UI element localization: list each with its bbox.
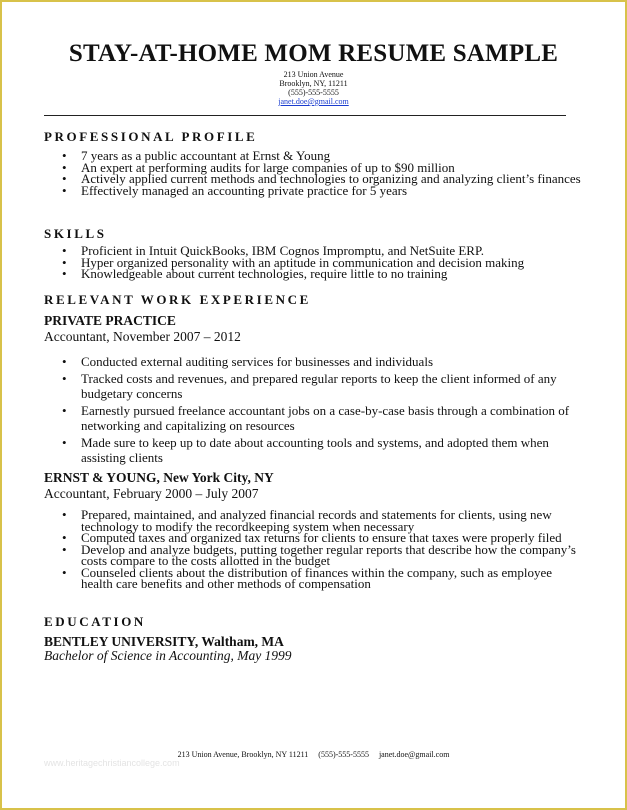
education-heading: EDUCATION	[44, 614, 146, 629]
list-item: • Made sure to keep up to date about accounting tools and systems, and adopted them when assisting clients	[62, 435, 582, 465]
address-line-2: Brooklyn, NY, 11211	[279, 79, 348, 88]
header-divider	[44, 115, 566, 116]
experience-heading: RELEVANT WORK EXPERIENCE	[44, 292, 311, 307]
profile-list	[62, 150, 582, 196]
job-employer: PRIVATE PRACTICE	[44, 313, 176, 328]
footer-email: janet.doe@gmail.com	[378, 750, 450, 759]
skills-heading: SKILLS	[44, 226, 107, 241]
address-line-1: 213 Union Avenue	[283, 70, 344, 79]
school-name: BENTLEY UNIVERSITY, Waltham, MA	[44, 634, 284, 649]
job-employer: ERNST & YOUNG, New York City, NY	[44, 470, 274, 485]
email-link[interactable]: janet.doe@gmail.com	[278, 97, 349, 106]
skills-list	[62, 245, 582, 280]
list-item: • An expert at performing audits for large companies of up to $90 million	[62, 162, 582, 174]
job-duties-list	[62, 509, 582, 590]
resume-title: STAY-AT-HOME MOM RESUME SAMPLE	[68, 40, 559, 67]
list-item: • Conducted external auditing services for businesses and individuals	[62, 354, 582, 369]
job-role: Accountant, November 2007 – 2012	[44, 329, 241, 344]
footer-phone: (555)-555-5555	[318, 750, 369, 759]
list-item: • Proficient in Intuit QuickBooks, IBM Cognos Impromptu, and NetSuite ERP.	[62, 245, 582, 257]
watermark: www.heritagechristiancollege.com	[44, 758, 180, 768]
degree: Bachelor of Science in Accounting, May 1999	[44, 648, 292, 663]
list-item: • Develop and analyze budgets, putting together regular reports that describe how the company’s costs compare to the costs allotted in the budget	[62, 544, 582, 567]
list-item: • 7 years as a public accountant at Ernst & Young	[62, 150, 582, 162]
list-item: • Prepared, maintained, and analyzed financial records and statements for clients, using new technology to modify the recordkeeping system when necessary	[62, 509, 582, 532]
job-duties-list	[62, 354, 582, 467]
list-item: • Actively applied current methods and technologies to organizing and analyzing client’s finances	[62, 173, 582, 185]
profile-heading: PROFESSIONAL PROFILE	[44, 129, 258, 144]
job-role: Accountant, February 2000 – July 2007	[44, 486, 259, 501]
list-item: • Hyper organized personality with an aptitude in communication and decision making	[62, 257, 582, 269]
list-item: • Effectively managed an accounting private practice for 5 years	[62, 185, 582, 197]
list-item: • Tracked costs and revenues, and prepared regular reports to keep the client informed of any budgetary concerns	[62, 371, 582, 401]
footer-address: 213 Union Avenue, Brooklyn, NY 11211	[177, 750, 309, 759]
list-item: • Earnestly pursued freelance accountant jobs on a case-by-case basis through a combination of networking and capitalizing on resources	[62, 403, 582, 433]
list-item: • Counseled clients about the distribution of finances within the company, such as employee health care benefits and other methods of compensation	[62, 567, 582, 590]
list-item: • Computed taxes and organized tax returns for clients to ensure that taxes were properly filed	[62, 532, 582, 544]
list-item: • Knowledgeable about current technologies, require little to no training	[62, 268, 582, 280]
phone-number: (555)-555-5555	[288, 88, 339, 97]
email-row	[0, 97, 627, 106]
